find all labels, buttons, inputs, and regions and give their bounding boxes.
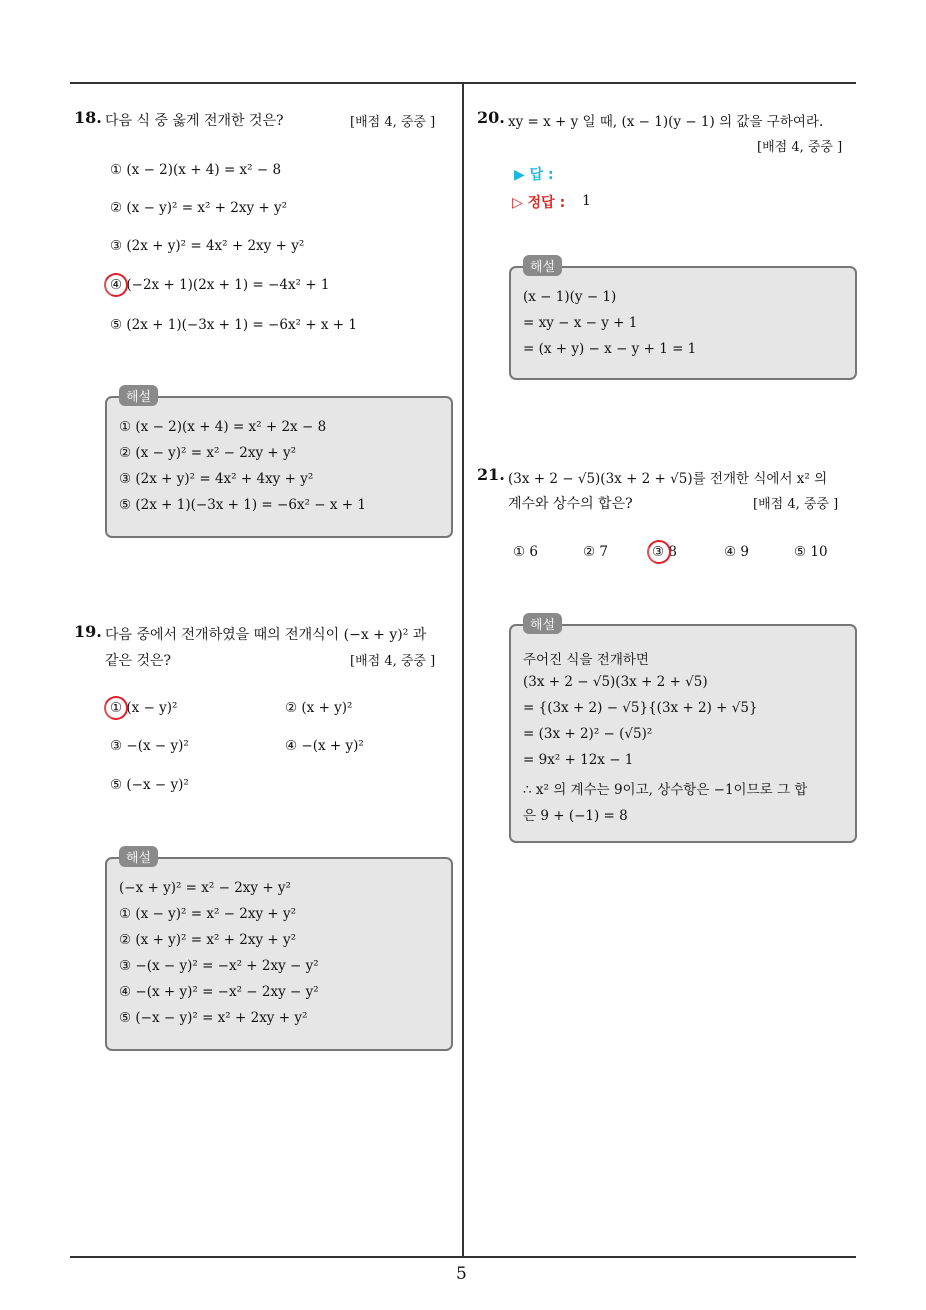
question-number: 18. <box>74 108 102 127</box>
choice-5[interactable]: ⑤ (−x − y)² <box>110 777 189 793</box>
question-text-line2: 같은 것은? <box>105 653 172 669</box>
correct-answer-label: ▷ 정답 : <box>512 195 566 211</box>
solution-line: (3x + 2 − √5)(3x + 2 + √5) <box>523 674 708 690</box>
solution-box <box>105 390 453 538</box>
solution-line: 은 9 + (−1) = 8 <box>523 808 628 824</box>
solution-line: ⑤ (−x − y)² = x² + 2xy + y² <box>119 1010 308 1026</box>
score-meta: [배점 4, 중중 ] <box>757 140 843 155</box>
solution-line: ③ −(x − y)² = −x² + 2xy − y² <box>119 958 319 974</box>
solution-line: ① (x − 2)(x + 4) = x² + 2x − 8 <box>119 419 327 435</box>
choice-4[interactable]: ④ (−2x + 1)(2x + 1) = −4x² + 1 <box>110 277 330 293</box>
answer-label: ▶ 답 : <box>514 167 554 183</box>
solution-tag: 해설 <box>119 385 158 406</box>
solution-tag: 해설 <box>523 255 562 276</box>
choice-4[interactable]: ④ 9 <box>724 544 749 560</box>
question-text-line2: 계수와 상수의 합은? <box>508 496 633 512</box>
solution-line: (−x + y)² = x² − 2xy + y² <box>119 880 291 896</box>
question-number: 19. <box>74 622 102 641</box>
score-meta: [배점 4, 중중 ] <box>753 497 839 512</box>
solution-tag: 해설 <box>523 613 562 634</box>
solution-line: ① (x − y)² = x² − 2xy + y² <box>119 906 297 922</box>
question-text-line1: 다음 중에서 전개하였을 때의 전개식이 (−x + y)² 과 <box>105 627 427 643</box>
solution-box <box>509 618 857 843</box>
selected-answer-circle-icon <box>101 270 132 301</box>
score-meta: [배점 4, 중중 ] <box>350 654 436 669</box>
choice-3[interactable]: ③ (2x + y)² = 4x² + 2xy + y² <box>110 238 305 254</box>
choice-2[interactable]: ② (x + y)² <box>285 700 353 716</box>
page-number: 5 <box>456 1264 467 1284</box>
correct-answer-value: 1 <box>582 193 591 209</box>
solution-box <box>509 260 857 380</box>
solution-tag: 해설 <box>119 846 158 867</box>
solution-line: = (x + y) − x − y + 1 = 1 <box>523 341 697 357</box>
solution-line: = 9x² + 12x − 1 <box>523 752 634 768</box>
choice-2[interactable]: ② (x − y)² = x² + 2xy + y² <box>110 200 288 216</box>
choice-3[interactable]: ③ 8 <box>652 544 677 560</box>
solution-line: ③ (2x + y)² = 4x² + 4xy + y² <box>119 471 314 487</box>
solution-line: ④ −(x + y)² = −x² − 2xy − y² <box>119 984 319 1000</box>
choice-4[interactable]: ④ −(x + y)² <box>285 738 364 754</box>
selected-answer-circle-icon <box>644 537 675 568</box>
solution-line: 주어진 식을 전개하면 <box>523 652 649 668</box>
selected-answer-circle-icon <box>101 693 132 724</box>
solution-line: = (3x + 2)² − (√5)² <box>523 726 653 742</box>
score-meta: [배점 4, 중중 ] <box>350 115 436 130</box>
solution-line: = {(3x + 2) − √5}{(3x + 2) + √5} <box>523 700 758 716</box>
solution-line: ② (x + y)² = x² + 2xy + y² <box>119 932 297 948</box>
choice-1[interactable]: ① 6 <box>513 544 538 560</box>
choice-3[interactable]: ③ −(x − y)² <box>110 738 189 754</box>
question-text-line1: (3x + 2 − √5)(3x + 2 + √5)를 전개한 식에서 x² 의 <box>508 471 828 487</box>
question-text: xy = x + y 일 때, (x − 1)(y − 1) 의 값을 구하여라. <box>508 114 824 130</box>
choice-5[interactable]: ⑤ (2x + 1)(−3x + 1) = −6x² + x + 1 <box>110 317 357 333</box>
choice-2[interactable]: ② 7 <box>583 544 608 560</box>
solution-line: ② (x − y)² = x² − 2xy + y² <box>119 445 297 461</box>
question-text: 다음 식 중 옳게 전개한 것은? <box>105 113 284 129</box>
solution-line: (x − 1)(y − 1) <box>523 289 617 305</box>
column-divider <box>462 82 464 1257</box>
question-number: 21. <box>477 465 505 484</box>
answer-input[interactable] <box>580 164 780 182</box>
question-number: 20. <box>477 108 505 127</box>
solution-box <box>105 851 453 1051</box>
bottom-rule <box>70 1256 856 1258</box>
solution-line: = xy − x − y + 1 <box>523 315 638 331</box>
solution-line: ∴ x² 의 계수는 9이고, 상수항은 −1이므로 그 합 <box>523 782 808 798</box>
choice-1[interactable]: ① (x − y)² <box>110 700 178 716</box>
choice-1[interactable]: ① (x − 2)(x + 4) = x² − 8 <box>110 162 282 178</box>
solution-line: ⑤ (2x + 1)(−3x + 1) = −6x² − x + 1 <box>119 497 366 513</box>
choice-5[interactable]: ⑤ 10 <box>794 544 828 560</box>
